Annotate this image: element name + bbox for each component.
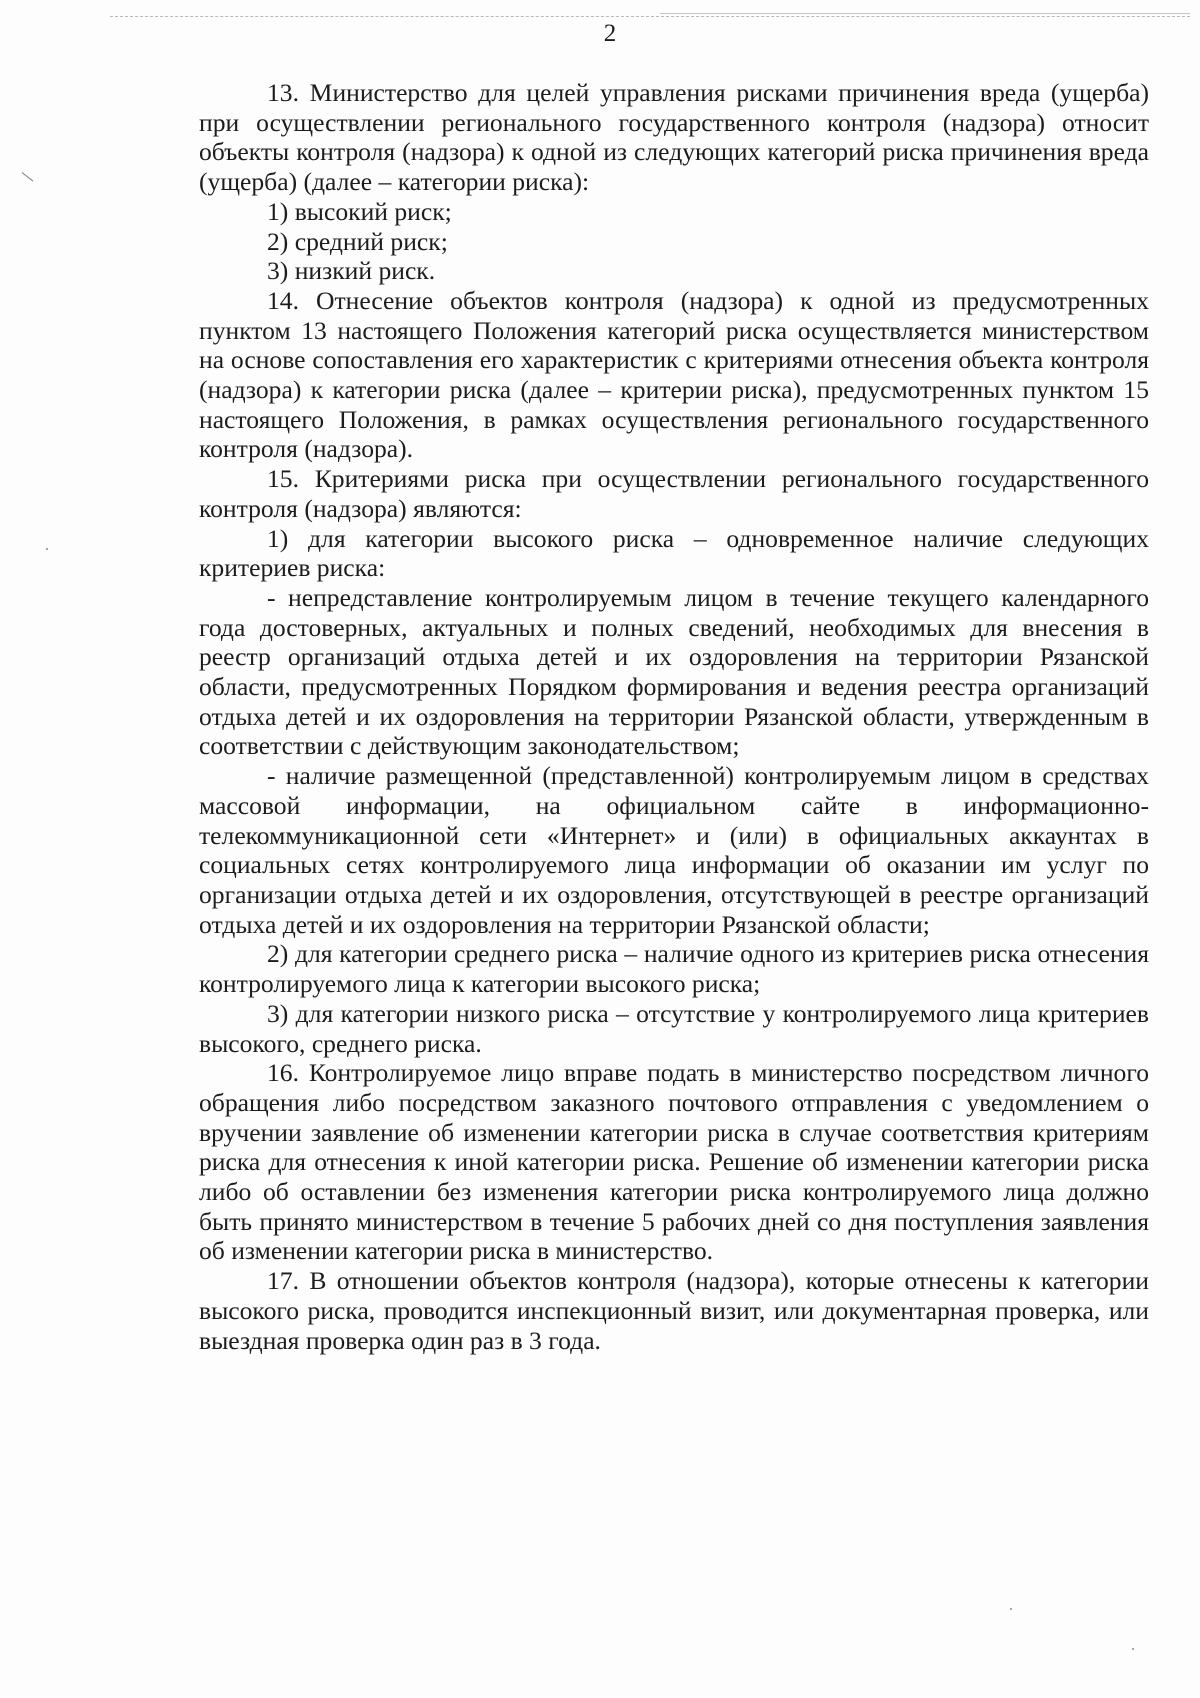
paragraph-15: 15. Критериями риска при осуществлении регионального государственного контроля (надзора) являются: (199, 464, 1149, 523)
scan-edge-line-right (660, 13, 1190, 14)
paragraph-13: 13. Министерство для целей управления рисками причинения вреда (ущерба) при осуществлении регионального государственного контроля (надзора) относит объекты контроля (надзора) к одной из следующих категорий риска причинения вреда (ущерба) (далее – категории риска): (199, 78, 1149, 197)
scan-speck (46, 548, 48, 550)
scan-speck (1010, 1608, 1012, 1610)
list-item-high-risk: 1) высокий риск; (267, 196, 452, 226)
criteria-low-risk: 3) для категории низкого риска – отсутствие у контролируемого лица критериев высокого, среднего риска. (199, 998, 1149, 1058)
scan-edge-line (110, 16, 1190, 17)
list-item-low-risk: 3) низкий риск. (267, 256, 436, 286)
criteria-high-risk: 1) для категории высокого риска – одновременное наличие следующих критериев риска: (199, 523, 1149, 583)
criteria-medium-risk: 2) для категории среднего риска – наличие одного из критериев риска отнесения контролируемого лица к категории высокого риска; (199, 939, 1149, 999)
paragraph-16: 16. Контролируемое лицо вправе подать в министерство посредством личного обращения либо посредством заказного почтового отправления с уведомлением о вручении заявление об изменении категории риска в случае соответствия критериям риска для отнесения к иной категории риска. Решение об изменении категории риска либо об оставлении без изменения категории риска контролируемого лица должно быть принято министерством в течение 5 рабочих дней со дня поступления заявления об изменении категории риска в министерство. (199, 1058, 1149, 1266)
criterion-published-info: - наличие размещенной (представленной) контролируемым лицом в средствах массовой информации, на официальном сайте в информационно-телекоммуникационной сети «Интернет» и (или) в официальных аккаунтах в социальных сетях контролируемого лица информации об оказании им услуг по организации отдыха детей и их оздоровления, отсутствующей в реестре организаций отдыха детей и их оздоровления на территории Рязанской области; (199, 761, 1149, 939)
criterion-no-registry-data: - непредставление контролируемым лицом в течение текущего календарного года достоверных, актуальных и полных сведений, необходимых для внесения в реестр организаций отдыха детей и их оздоровления на территории Рязанской области, предусмотренных Порядком формирования и ведения реестра организаций отдыха детей и их оздоровления на территории Рязанской области, утвержденным в соответствии с действующим законодательством; (199, 582, 1149, 761)
scan-mark (22, 172, 34, 181)
paragraph-17: 17. В отношении объектов контроля (надзора), которые отнесены к категории высокого риска, проводится инспекционный визит, или документарная проверка, или выездная проверка один раз в 3 года. (199, 1266, 1149, 1355)
page-number: 2 (603, 20, 617, 47)
scan-speck (1132, 1648, 1134, 1650)
list-item-medium-risk: 2) средний риск; (267, 226, 448, 256)
document-body (199, 78, 1149, 1355)
paragraph-14: 14. Отнесение объектов контроля (надзора) к одной из предусмотренных пунктом 13 настоящего Положения категорий риска осуществляется министерством на основе сопоставления его характеристик с критериями отнесения объекта контроля (надзора) к категории риска (далее – критерии риска), предусмотренных пунктом 15 настоящего Положения, в рамках осуществления регионального государственного контроля (надзора). (199, 285, 1149, 464)
